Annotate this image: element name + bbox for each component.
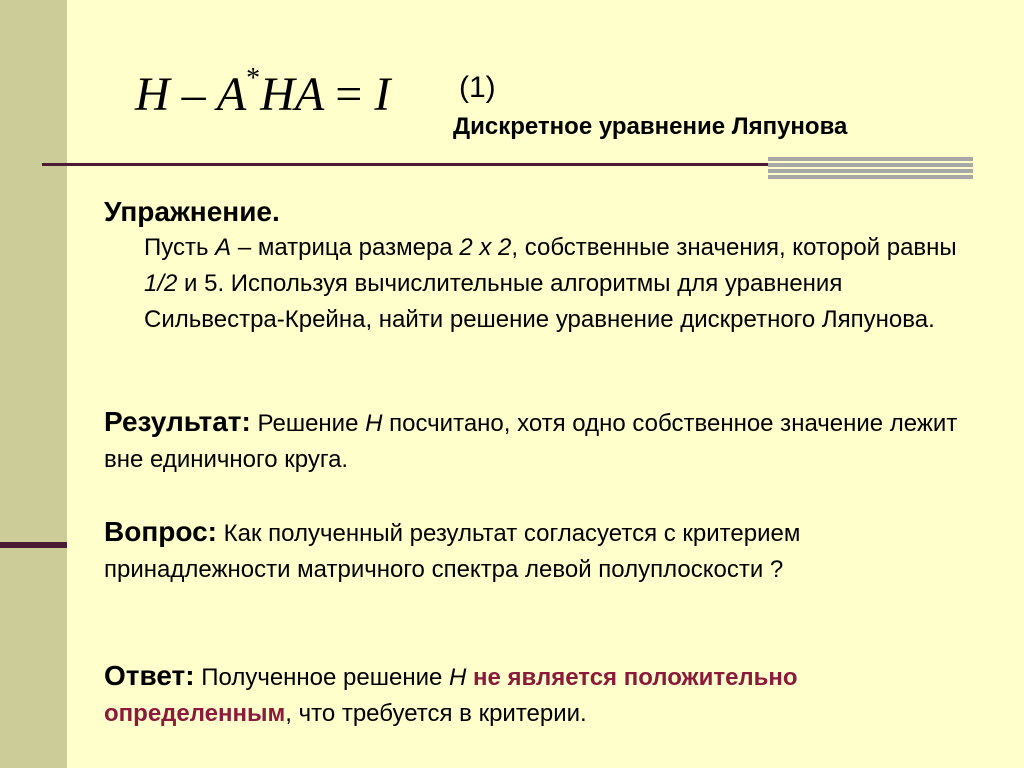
- answer-H: H: [449, 664, 467, 691]
- result-H: H: [365, 410, 383, 437]
- equation-title: Дискретное уравнение Ляпунова: [453, 113, 848, 140]
- equation-number: (1): [459, 71, 496, 104]
- answer-heading: Ответ:: [104, 660, 195, 691]
- result-text-2: посчитано, хотя одно собственное значение лежит вне единичного круга.: [104, 410, 958, 473]
- exercise-text-2: – матрица размера: [231, 234, 460, 261]
- question-section: [104, 514, 964, 588]
- result-heading: Результат:: [104, 406, 251, 437]
- formula-star: *: [246, 63, 261, 94]
- exercise-heading: Упражнение.: [104, 196, 280, 227]
- exercise-matrix-size: 2 x 2: [459, 234, 512, 261]
- formula-minus: –: [181, 68, 206, 121]
- question-heading: Вопрос:: [104, 516, 217, 547]
- sidebar-accent-bar: [0, 542, 67, 548]
- exercise-text: [104, 230, 964, 338]
- formula-A2: A: [294, 68, 324, 121]
- result-section: [104, 404, 964, 478]
- question-text: Как полученный результат согласуется с критерием принадлежности матричного спектра левой полуплоскости ?: [104, 520, 801, 583]
- formula-A: A: [216, 68, 247, 121]
- formula-H2: H: [260, 68, 295, 121]
- exercise-text-4: и 5. Используя вычислительные алгоритмы для уравнения Сильвестра-Крейна, найти решение уравнение дискретного Ляпунова.: [144, 270, 935, 333]
- exercise-matrix-A: A: [215, 234, 232, 261]
- result-text-1: Решение: [250, 410, 366, 437]
- answer-highlight: не является положительно определенным: [104, 664, 798, 727]
- exercise-section: [104, 194, 964, 338]
- title-divider-stripes: [768, 157, 973, 179]
- lyapunov-formula: [135, 55, 390, 125]
- left-sidebar-band: [0, 0, 67, 768]
- formula-H: H: [135, 68, 170, 121]
- exercise-text-1: Пусть: [144, 234, 216, 261]
- answer-section: [104, 658, 964, 732]
- answer-text-2: , что требуется в критерии.: [285, 700, 587, 727]
- exercise-text-3: , собственные значения, которой равны: [511, 234, 957, 261]
- formula-I: I: [374, 68, 391, 121]
- formula-equals: =: [335, 68, 363, 121]
- answer-text-1: Полученное решение: [194, 664, 450, 691]
- exercise-eigen-half: 1/2: [144, 270, 178, 297]
